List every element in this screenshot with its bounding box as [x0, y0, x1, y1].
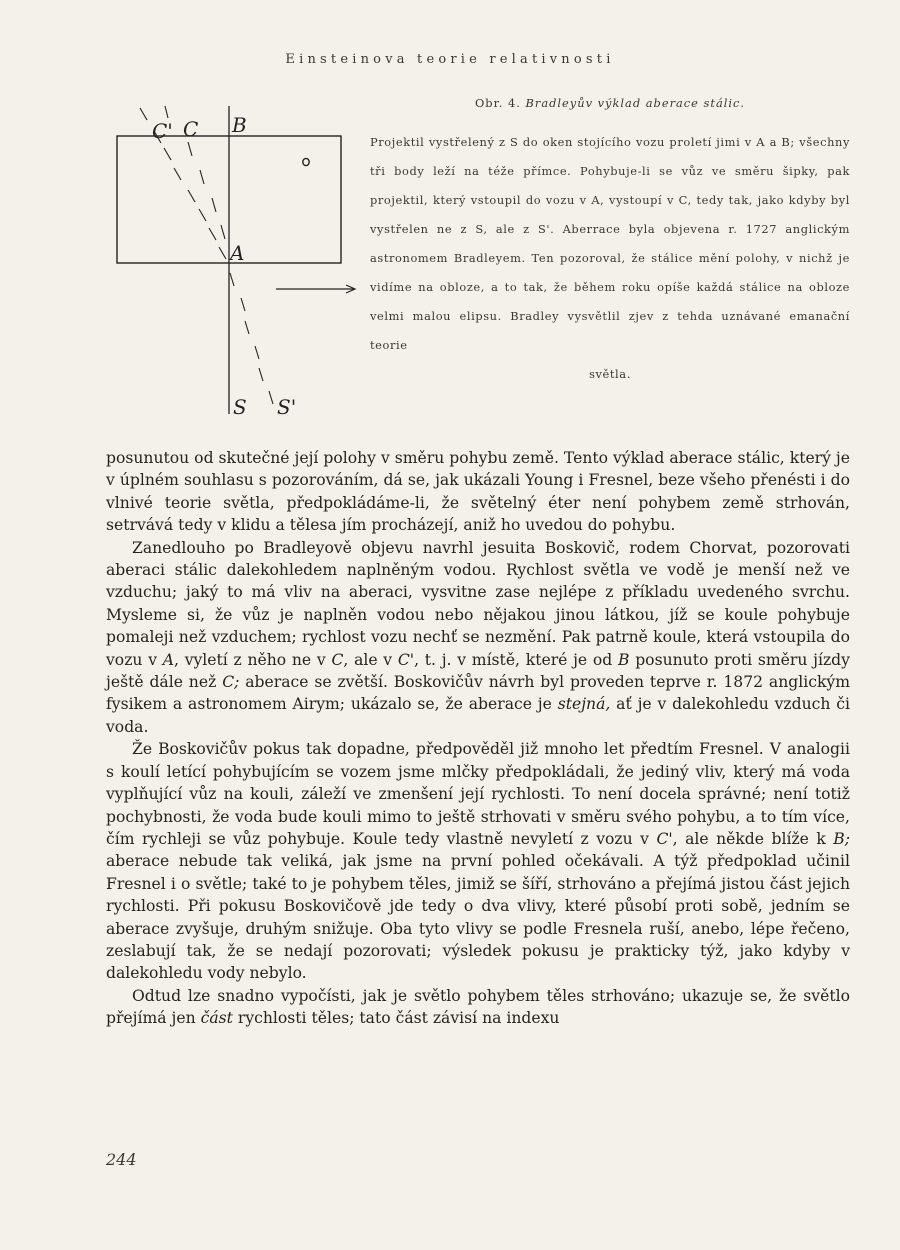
dashed-trajectory: [140, 108, 273, 404]
label-s-prime: S': [277, 395, 297, 419]
body-text: [106, 447, 850, 1030]
figure-number: Obr. 4.: [474, 96, 521, 110]
figure-caption-block: [370, 96, 850, 389]
paragraph-1: posunutou od skutečné její polohy v směru pohybu země. Tento výklad aberace stálic, který je v úplném souhlasu s pozorováním, dá se, jak ukázali Young i Fresnel, beze všeho přenésti i do vlnivé teorie světla, předpokládáme-li, že světelný éter není pohybem země strhován, setrvává tedy v klidu a tělesa jím procházejí, aniž ho uvedou do pohybu.: [106, 449, 850, 535]
page-number: 244: [106, 1150, 137, 1169]
figure-caption: [370, 96, 850, 110]
label-b: B: [232, 113, 247, 137]
figure-title: Bradleyův výklad aberace stálic.: [525, 96, 746, 110]
aberration-diagram: [108, 98, 368, 428]
projectile-circle: [303, 158, 309, 165]
paragraph-2: Zanedlouho po Bradleyově objevu navrhl jesuita Boskovič, rodem Chorvat, pozorovati aberaci stálic dalekohledem naplněným vodou. Rychlost světla ve vodě je menší než ve vzduchu; jaký to má vliv na aberaci, vysvitne zase nejlépe z příkladu uvedeného svrchu. Mysleme si, že vůz je naplněn vodou nebo nějakou jinou látkou, jíž se koule pohybuje pomaleji než vzduchem; rychlost vozu nechť se nezmění. Pak patrně koule, která vstoupila do vozu v A, vyletí z něho ne v C, ale v C', t. j. v místě, které je od B posunuto proti směru jízdy ještě dále než C; aberace se zvětší. Boskovičův návrh byl proveden teprve r. 1872 anglickým fysikem a astronomem Airym; ukázalo se, že aberace je stejná, ať je v dalekohledu vzduch či voda.: [106, 538, 850, 736]
figure-description: Projektil vystřelený z S do oken stojícího vozu proletí jimi v A a B; všechny tři body leží na téže přímce. Pohybuje-li se vůz ve směru šipky, pak projektil, který vstoupil do vozu v A, vystoupí v C, tedy tak, jako kdyby byl vystřelen ne z S, ale z S'. Aberrace byla objevena r. 1727 anglickým astronomem Bradleyem. Ten pozoroval, že stálice mění polohy, v nichž je vidíme na obloze, a to tak, že během roku opíše každá stálice na obloze velmi malou elipsu. Bradley vysvětlil zjev z tehda uznávané emanační teorie světla.: [370, 128, 850, 389]
running-title: Einsteinova teorie relativnosti: [285, 52, 615, 67]
direction-arrow: [276, 285, 355, 293]
label-a: A: [230, 241, 245, 265]
label-s: S: [233, 395, 247, 419]
paragraph-4: Odtud lze snadno vypočísti, jak je světlo pohybem těles strhováno; ukazuje se, že světlo přejímá jen část rychlosti těles; tato část závisí na indexu: [106, 986, 850, 1028]
figure-description-tail: světla.: [589, 367, 631, 381]
label-c-prime: C': [152, 119, 173, 143]
label-c: C: [183, 117, 199, 141]
paragraph-3: Že Boskovičův pokus tak dopadne, předpověděl již mnoho let předtím Fresnel. V analogii s koulí letící pohybujícím se vozem jsme mlčky předpokládali, že jediný vliv, který má voda vyplňující vůz na kouli, záleží ve zmenšení její rychlosti. To není docela správné; není totiž pochybnosti, že voda bude kouli mimo to ještě strhovati v směru svého pohybu, a to tím více, čím rychleji se vůz pohybuje. Koule tedy vlastně nevyletí z vozu v C', ale někde blíže k B; aberace nebude tak veliká, jak jsme na první pohled očekávali. A týž předpoklad učinil Fresnel i o světle; také to je pohybem těles, jimiž se šíří, strhováno a přejímá jistou část jejich rychlosti. Při pokusu Boskovičově jde tedy o dva vlivy, které působí proti sobě, jedním se aberace zvyšuje, druhým snižuje. Oba tyto vlivy se podle Fresnela ruší, anebo, lépe řečeno, zeslabují tak, že se nedají pozorovati; výsledek pokusu je prakticky týž, jako kdyby v dalekohledu vody nebylo.: [106, 740, 850, 983]
